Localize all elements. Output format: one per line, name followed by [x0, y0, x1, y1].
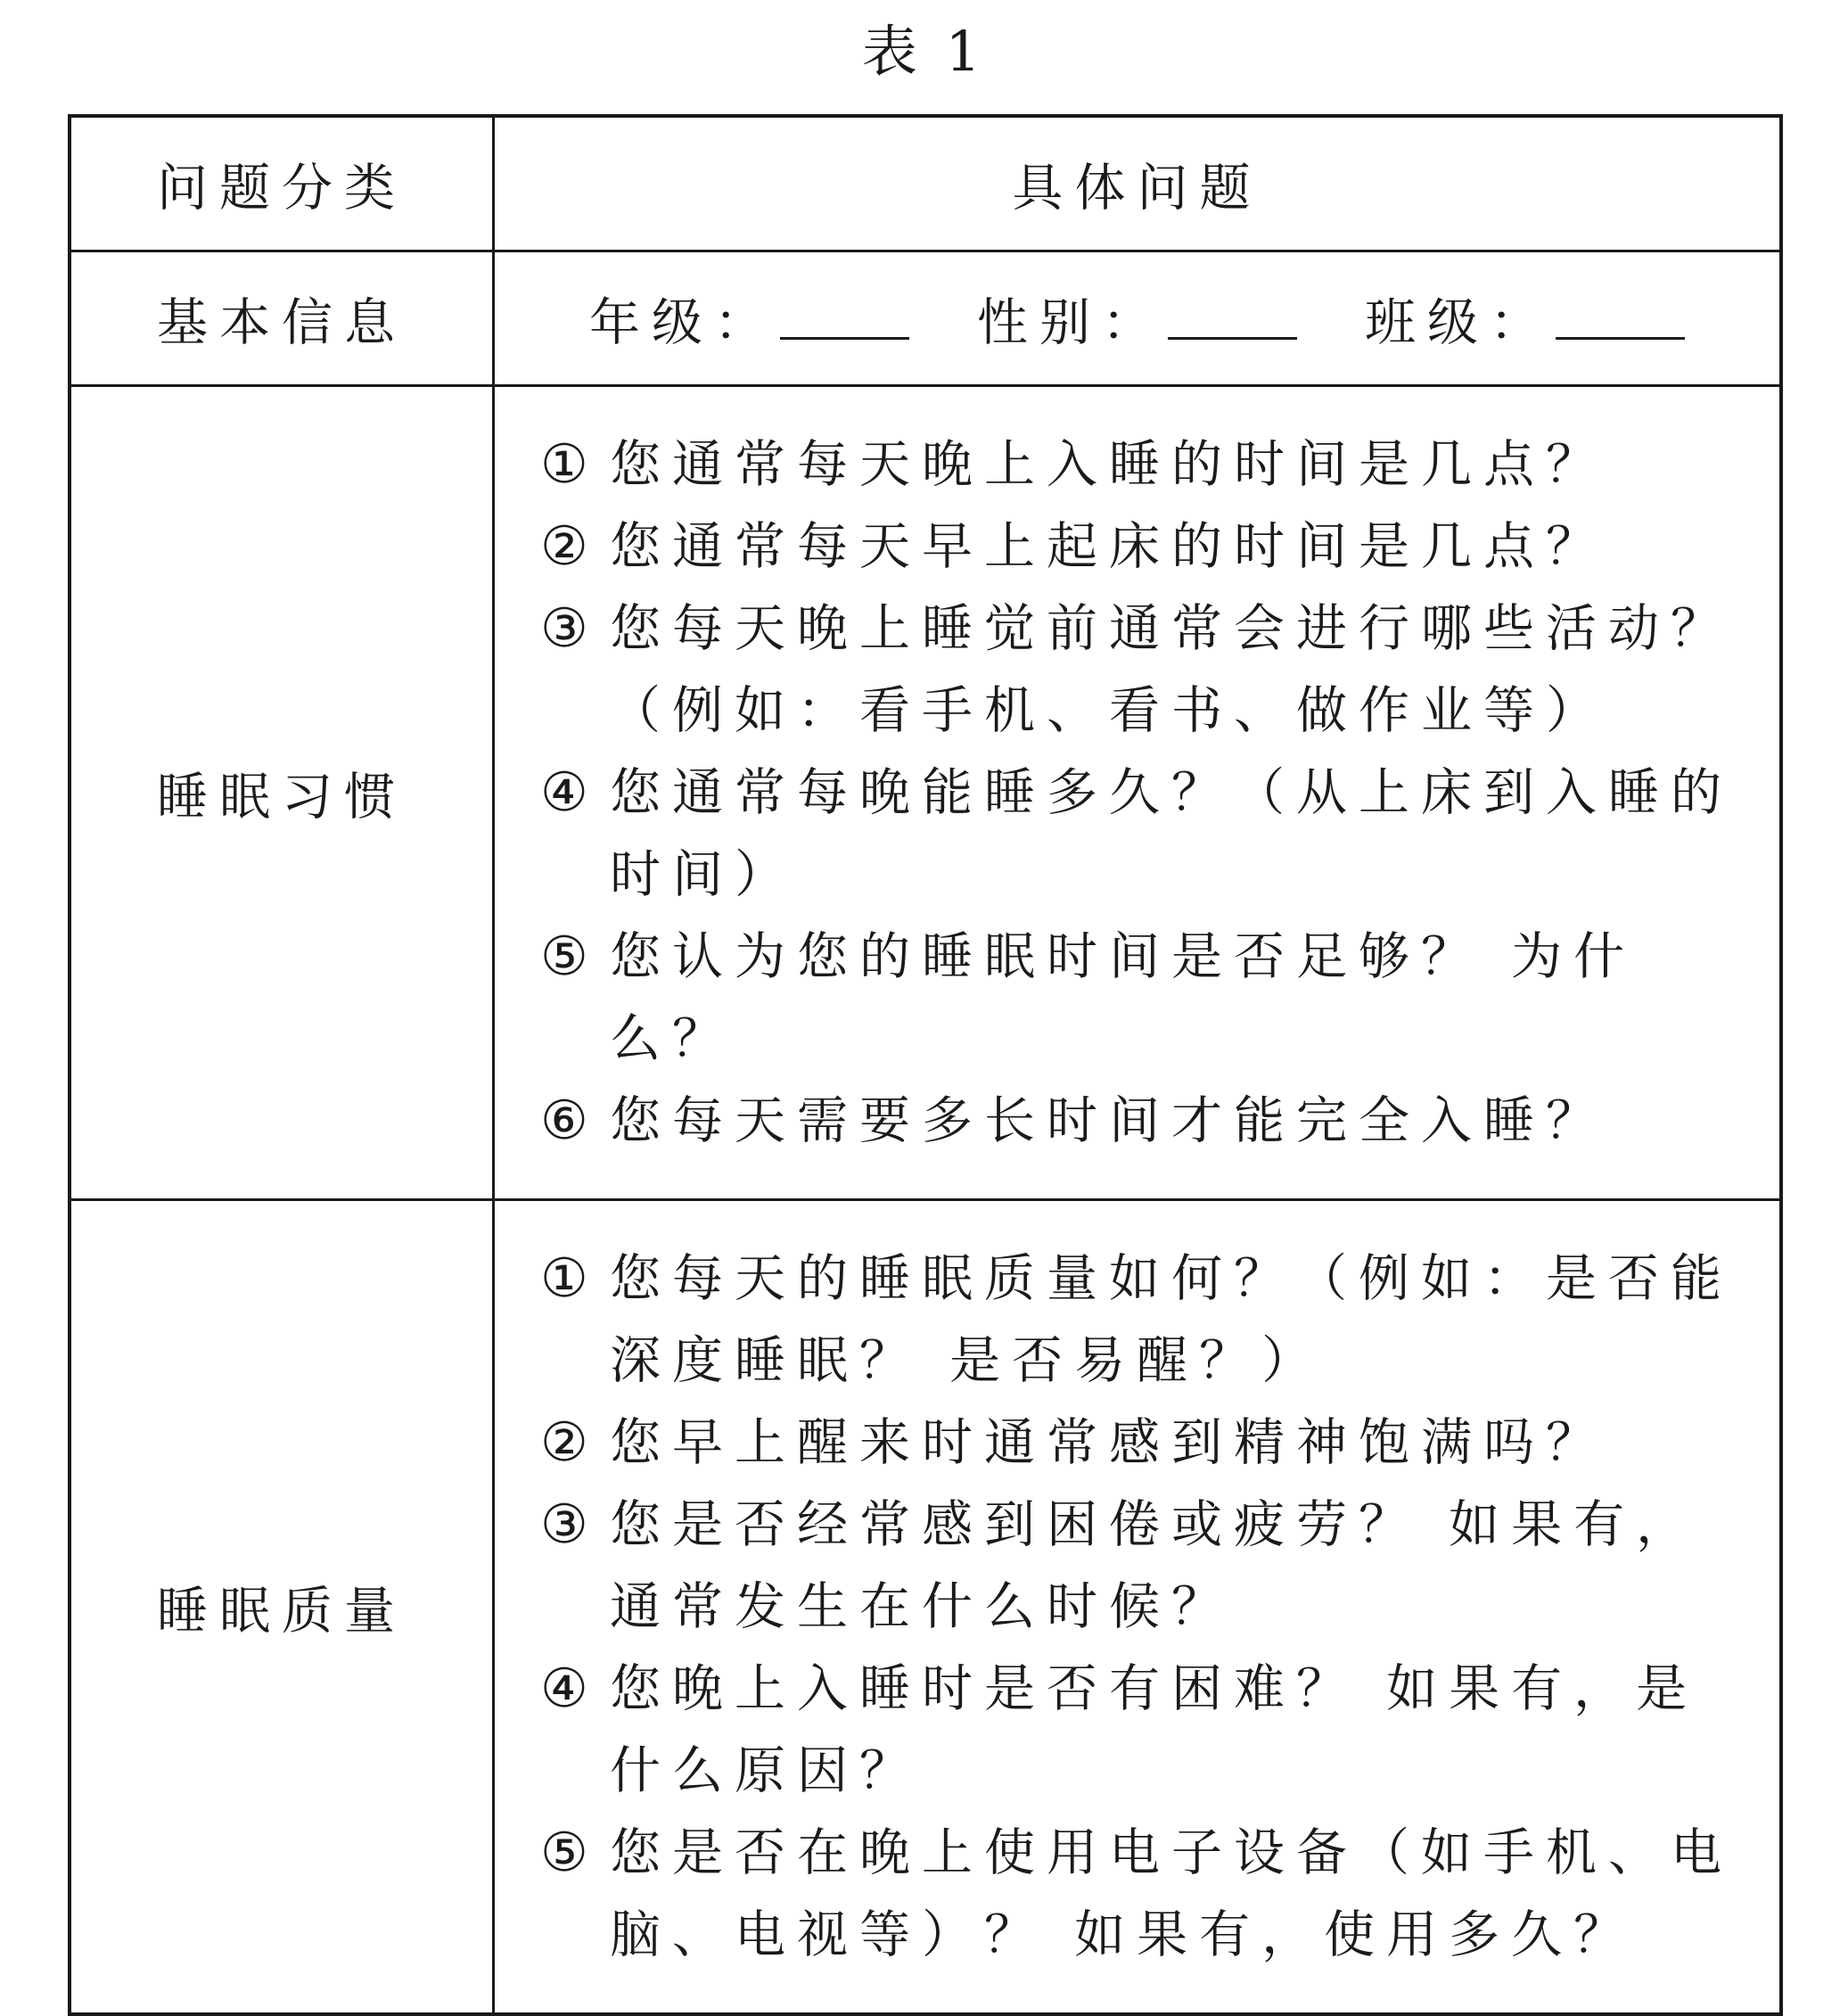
gender-field — [977, 282, 1297, 355]
gender-label: 性别： — [977, 293, 1164, 352]
grade-blank — [780, 291, 909, 340]
question-number: ② — [540, 515, 588, 578]
list-item — [540, 752, 1743, 916]
question-number: ① — [540, 1247, 588, 1310]
question-text: 您晚上入睡时是否有困难？ 如果有，是什么原因？ — [610, 1659, 1699, 1800]
question-number: ④ — [540, 1658, 588, 1720]
sleep-habits-questions — [494, 386, 1782, 1200]
question-number: ⑥ — [540, 1090, 588, 1152]
question-number: ① — [540, 433, 588, 496]
question-number: ② — [540, 1411, 588, 1474]
question-number: ④ — [540, 761, 588, 824]
survey-table — [68, 114, 1783, 2016]
header-category-cell: 问题分类 — [70, 116, 494, 251]
list-item — [540, 1484, 1743, 1648]
question-text: 您是否经常感到困倦或疲劳？ 如果有，通常发生在什么时候？ — [610, 1495, 1699, 1636]
question-text: 您通常每天晚上入睡的时间是几点？ — [610, 435, 1608, 494]
list-item — [540, 1648, 1743, 1812]
list-item — [540, 506, 1743, 588]
header-questions-cell: 具体问题 — [494, 116, 1782, 251]
basic-info-fields — [494, 251, 1782, 386]
sleep-quality-questions — [494, 1200, 1782, 2015]
question-text: 您每天需要多长时间才能完全入睡？ — [610, 1091, 1608, 1150]
question-text: 您是否在晚上使用电子设备（如手机、电脑、电视等）？ 如果有，使用多久？ — [610, 1823, 1733, 1964]
class-field — [1365, 282, 1685, 355]
table-caption: 表 1 — [861, 19, 987, 84]
sleep-habits-row — [70, 386, 1781, 1200]
list-item — [540, 1080, 1743, 1162]
question-text: 您通常每晚能睡多久？（从上床到入睡的时间） — [610, 763, 1733, 904]
question-text: 您认为您的睡眠时间是否足够？ 为什么？ — [610, 927, 1637, 1068]
question-text: 您通常每天早上起床的时间是几点？ — [610, 517, 1608, 576]
sleep-quality-row — [70, 1200, 1781, 2015]
basic-info-row — [70, 251, 1781, 386]
sleep-quality-category: 睡眠质量 — [70, 1200, 494, 2015]
question-text: 您每天晚上睡觉前通常会进行哪些活动？（例如：看手机、看书、做作业等） — [610, 599, 1733, 740]
question-text: 您每天的睡眠质量如何？（例如：是否能深度睡眠？ 是否易醒？） — [610, 1249, 1733, 1390]
class-label: 班级： — [1365, 293, 1552, 352]
question-text: 您早上醒来时通常感到精神饱满吗？ — [610, 1413, 1608, 1472]
basic-info-category: 基本信息 — [70, 251, 494, 386]
class-blank — [1556, 291, 1685, 340]
question-number: ③ — [540, 597, 588, 660]
question-number: ⑤ — [540, 926, 588, 988]
sleep-habits-category: 睡眠习惯 — [70, 386, 494, 1200]
list-item — [540, 916, 1743, 1080]
list-item — [540, 424, 1743, 506]
table-header-row — [70, 116, 1781, 251]
gender-blank — [1168, 291, 1297, 340]
question-number: ③ — [540, 1493, 588, 1556]
grade-field — [589, 282, 909, 355]
list-item — [540, 1812, 1743, 1976]
list-item — [540, 588, 1743, 752]
list-item — [540, 1238, 1743, 1402]
list-item — [540, 1402, 1743, 1484]
question-number: ⑤ — [540, 1822, 588, 1884]
grade-label: 年级： — [589, 293, 776, 352]
